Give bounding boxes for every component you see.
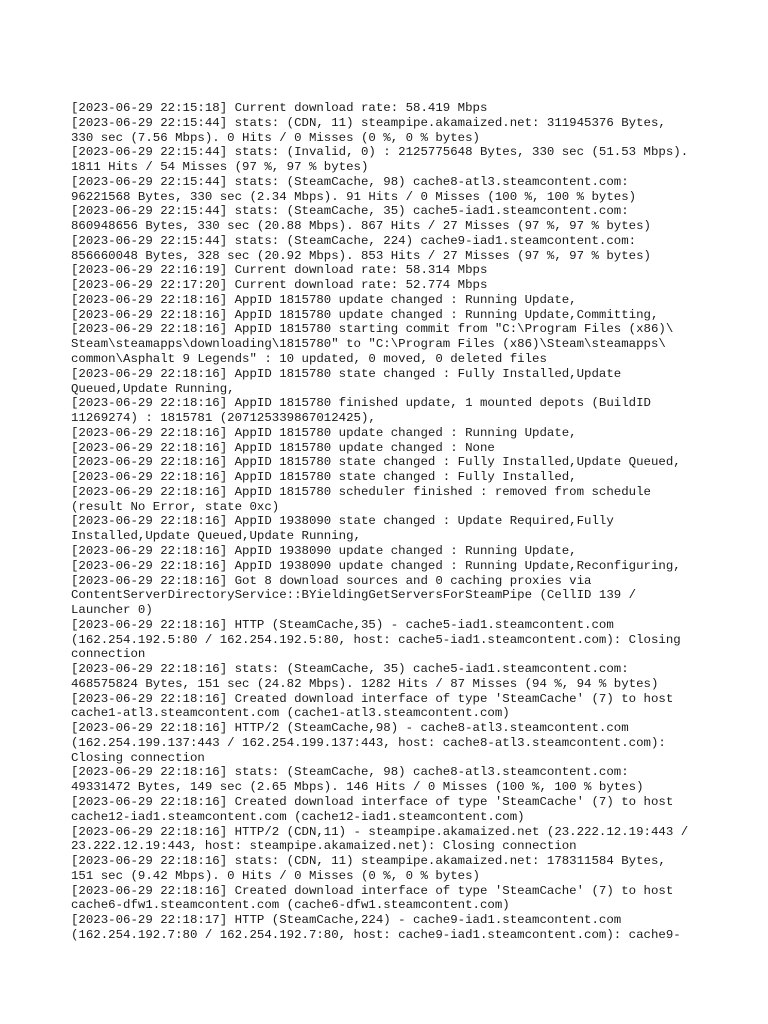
log-line: [2023-06-29 22:18:16] AppID 1815780 state changed : Fully Installed, (71, 470, 577, 485)
log-line: 23.222.12.19:443, host: steampipe.akamaized.net): Closing connection (71, 839, 577, 854)
log-line: [2023-06-29 22:18:16] AppID 1938090 update changed : Running Update, (71, 543, 577, 558)
log-line: Launcher 0) (71, 603, 153, 618)
log-line: [2023-06-29 22:18:16] AppID 1815780 update changed : Running Update, (71, 292, 577, 307)
log-line: [2023-06-29 22:17:20] Current download rate: 52.774 Mbps (71, 278, 488, 293)
log-line: [2023-06-29 22:18:16] AppID 1815780 state changed : Fully Installed,Update Queued, (71, 455, 681, 470)
log-line: [2023-06-29 22:18:16] AppID 1815780 update changed : None (71, 440, 495, 455)
log-body (71, 101, 711, 943)
log-line: cache6-dfw1.steamcontent.com (cache6-dfw1.steamcontent.com) (71, 898, 510, 913)
log-line: 330 sec (7.56 Mbps). 0 Hits / 0 Misses (0 %, 0 % bytes) (71, 130, 480, 145)
log-line: [2023-06-29 22:18:16] stats: (CDN, 11) steampipe.akamaized.net: 178311584 Bytes, (71, 854, 666, 869)
log-line: [2023-06-29 22:18:17] HTTP (SteamCache,224) - cache9-iad1.steamcontent.com (71, 913, 622, 928)
log-line: [2023-06-29 22:16:19] Current download rate: 58.314 Mbps (71, 263, 488, 278)
log-line: [2023-06-29 22:18:16] AppID 1815780 state changed : Fully Installed,Update (71, 366, 622, 381)
log-line: Closing connection (71, 750, 205, 765)
log-line: [2023-06-29 22:18:16] HTTP (SteamCache,35) - cache5-iad1.steamcontent.com (71, 617, 614, 632)
log-line: [2023-06-29 22:15:44] stats: (SteamCache, 224) cache9-iad1.steamcontent.com: (71, 233, 637, 248)
log-line: [2023-06-29 22:18:16] HTTP/2 (CDN,11) - steampipe.akamaized.net (23.222.12.19:443 / (71, 824, 689, 839)
log-line: 856660048 Bytes, 328 sec (20.92 Mbps). 853 Hits / 27 Misses (97 %, 97 % bytes) (71, 248, 651, 263)
log-line: Steam\steamapps\downloading\1815780" to "C:\Program Files (x86)\Steam\steamapps\ (71, 337, 666, 352)
log-document (71, 101, 711, 943)
log-line: [2023-06-29 22:18:16] HTTP/2 (SteamCache,98) - cache8-atl3.steamcontent.com (71, 721, 629, 736)
log-line: (162.254.192.7:80 / 162.254.192.7:80, host: cache9-iad1.steamcontent.com): cache9- (71, 927, 681, 942)
log-line: [2023-06-29 22:15:44] stats: (CDN, 11) steampipe.akamaized.net: 311945376 Bytes, (71, 115, 666, 130)
log-line: [2023-06-29 22:15:44] stats: (SteamCache, 35) cache5-iad1.steamcontent.com: (71, 204, 629, 219)
log-line: [2023-06-29 22:18:16] AppID 1815780 update changed : Running Update,Committing, (71, 307, 659, 322)
log-line: [2023-06-29 22:18:16] stats: (SteamCache, 98) cache8-atl3.steamcontent.com: (71, 765, 629, 780)
log-line: [2023-06-29 22:18:16] AppID 1938090 update changed : Running Update,Reconfiguring, (71, 558, 681, 573)
log-line: [2023-06-29 22:18:16] AppID 1938090 state changed : Update Required,Fully (71, 514, 614, 529)
log-line: [2023-06-29 22:18:16] AppID 1815780 update changed : Running Update, (71, 425, 577, 440)
log-line: [2023-06-29 22:15:18] Current download rate: 58.419 Mbps (71, 101, 488, 115)
log-line: common\Asphalt 9 Legends" : 10 updated, 0 moved, 0 deleted files (71, 352, 547, 367)
log-line: [2023-06-29 22:15:44] stats: (SteamCache, 98) cache8-atl3.steamcontent.com: (71, 174, 629, 189)
log-line: (162.254.192.5:80 / 162.254.192.5:80, host: cache5-iad1.steamcontent.com): Closing (71, 632, 681, 647)
log-line: [2023-06-29 22:15:44] stats: (Invalid, 0) : 2125775648 Bytes, 330 sec (51.53 Mbps). (71, 145, 689, 160)
log-line: 11269274) : 1815781 (207125339867012425), (71, 411, 376, 426)
log-line: 96221568 Bytes, 330 sec (2.34 Mbps). 91 Hits / 0 Misses (100 %, 100 % bytes) (71, 189, 637, 204)
log-line: 151 sec (9.42 Mbps). 0 Hits / 0 Misses (0 %, 0 % bytes) (71, 868, 480, 883)
log-line: (162.254.199.137:443 / 162.254.199.137:443, host: cache8-atl3.steamcontent.com): (71, 735, 666, 750)
log-line: 49331472 Bytes, 149 sec (2.65 Mbps). 146 Hits / 0 Misses (100 %, 100 % bytes) (71, 780, 644, 795)
log-line: [2023-06-29 22:18:16] Got 8 download sources and 0 caching proxies via (71, 573, 592, 588)
log-line: [2023-06-29 22:18:16] AppID 1815780 scheduler finished : removed from schedule (71, 484, 651, 499)
log-line: connection (71, 647, 146, 662)
log-line: [2023-06-29 22:18:16] AppID 1815780 finished update, 1 mounted depots (BuildID (71, 396, 651, 411)
log-line: 468575824 Bytes, 151 sec (24.82 Mbps). 1282 Hits / 87 Misses (94 %, 94 % bytes) (71, 676, 659, 691)
log-line: [2023-06-29 22:18:16] Created download interface of type 'SteamCache' (7) to host (71, 794, 674, 809)
log-line: (result No Error, state 0xc) (71, 499, 280, 514)
log-line: [2023-06-29 22:18:16] AppID 1815780 starting commit from "C:\Program Files (x86)\ (71, 322, 674, 337)
log-line: 1811 Hits / 54 Misses (97 %, 97 % bytes) (71, 160, 369, 175)
log-line: [2023-06-29 22:18:16] Created download interface of type 'SteamCache' (7) to host (71, 883, 674, 898)
log-line: ContentServerDirectoryService::BYieldingGetServersForSteamPipe (CellID 139 / (71, 588, 637, 603)
log-line: cache12-iad1.steamcontent.com (cache12-iad1.steamcontent.com) (71, 809, 525, 824)
log-line: 860948656 Bytes, 330 sec (20.88 Mbps). 867 Hits / 27 Misses (97 %, 97 % bytes) (71, 219, 651, 234)
log-line: Installed,Update Queued,Update Running, (71, 529, 361, 544)
log-line: Queued,Update Running, (71, 381, 235, 396)
log-line: [2023-06-29 22:18:16] stats: (SteamCache, 35) cache5-iad1.steamcontent.com: (71, 662, 629, 677)
log-line: [2023-06-29 22:18:16] Created download interface of type 'SteamCache' (7) to host (71, 691, 674, 706)
log-line: cache1-atl3.steamcontent.com (cache1-atl3.steamcontent.com) (71, 706, 510, 721)
